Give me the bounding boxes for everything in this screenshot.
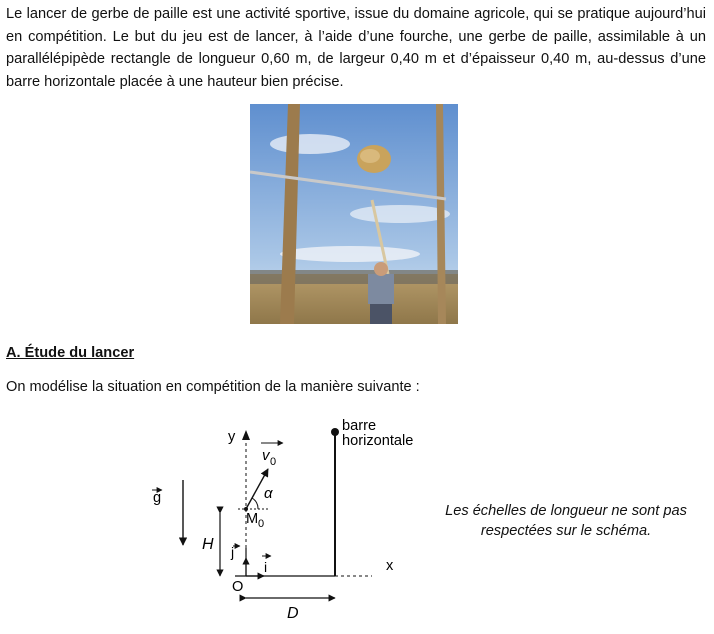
photo-graphic	[250, 104, 458, 324]
y-axis-arrowhead	[242, 430, 250, 440]
bar-label-1: barre	[342, 418, 377, 434]
m0-subscript: 0	[258, 518, 265, 530]
launch-diagram	[140, 410, 440, 629]
j-label: j	[231, 544, 235, 560]
m0-label: M	[246, 511, 259, 527]
origin-label: O	[232, 579, 244, 595]
bar-label-2: horizontale	[342, 433, 414, 449]
v0-label: v	[262, 447, 270, 464]
y-axis-label: y	[228, 429, 236, 445]
bar-point	[331, 428, 339, 436]
model-intro: On modélise la situation en compétition de la manière suivante :	[6, 379, 420, 395]
section-title: A. Étude du lancer	[6, 345, 135, 361]
diagram-svg	[140, 410, 440, 629]
intro-paragraph: Le lancer de gerbe de paille est une activité sportive, issue du domaine agricole, qui se pratique aujourd’hui en compétition. Le but du jeu est de lancer, à l’aide d’une fourche, une gerbe de paille, assimilable à un parallélépipède rectangle de longueur 0,60 m, de largeur 0,40 m et d’épaisseur 0,40 m, au-dessus d’une barre horizontale placée à une hauteur bien précise.	[6, 6, 706, 90]
distance-label: D	[287, 605, 299, 622]
v0-subscript: 0	[270, 456, 277, 468]
i-label: i	[264, 559, 268, 575]
straw-bale-throw-photo	[250, 104, 458, 324]
g-label: g	[153, 490, 162, 506]
height-label: H	[202, 536, 214, 553]
x-axis-label: x	[386, 558, 394, 574]
alpha-arc	[252, 498, 258, 509]
scale-note: Les échelles de longueur ne sont pas respectées sur le schéma.	[445, 503, 687, 539]
alpha-label: α	[264, 485, 273, 502]
